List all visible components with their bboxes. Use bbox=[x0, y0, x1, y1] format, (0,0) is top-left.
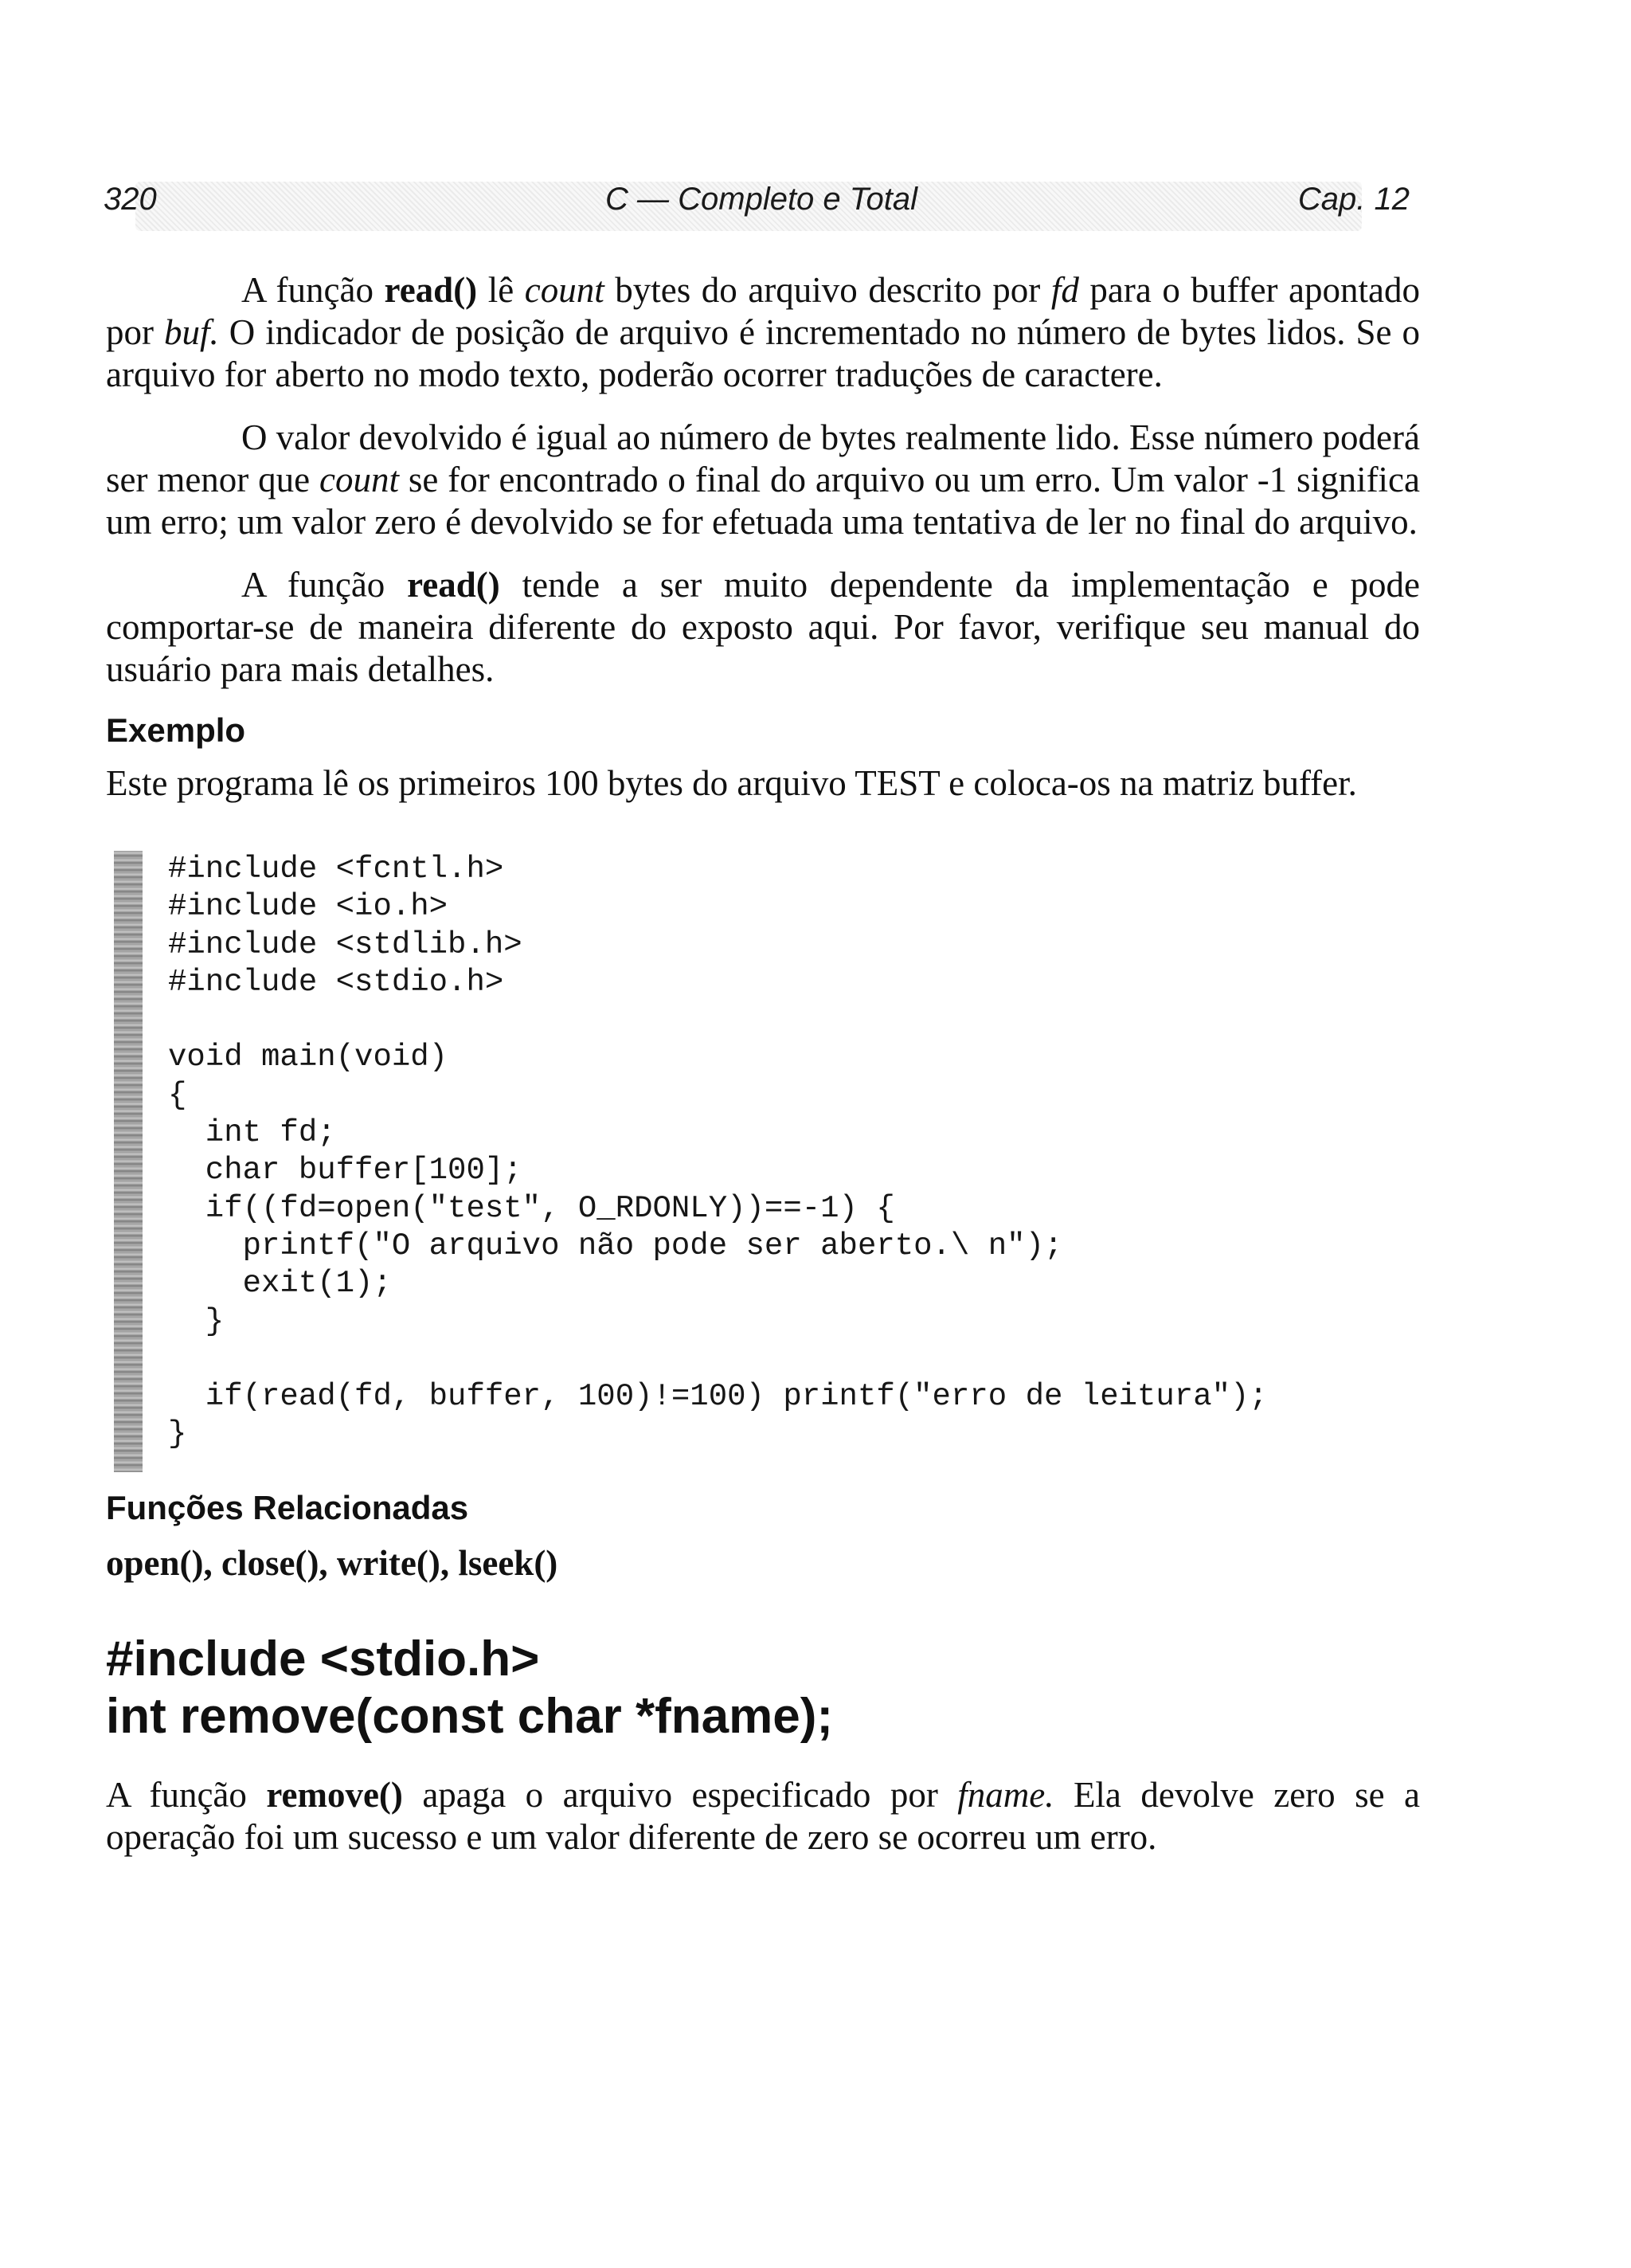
paragraph-implementation-note bbox=[106, 564, 1420, 691]
paragraph-read-description bbox=[106, 269, 1420, 396]
text-run: apaga o arquivo especificado por bbox=[402, 1774, 958, 1815]
code-margin-bar bbox=[114, 851, 143, 1472]
text-run: A função bbox=[241, 565, 408, 605]
text-run: lê bbox=[477, 270, 525, 310]
function-name-read: read() bbox=[384, 270, 478, 310]
text-run: para o buffer apontado por bbox=[106, 270, 1421, 352]
param-buf: buf. bbox=[163, 312, 219, 352]
function-name-read: read() bbox=[407, 565, 500, 605]
paragraph-return-value bbox=[106, 417, 1420, 543]
text-run: A função bbox=[241, 270, 385, 310]
page-body bbox=[106, 269, 1420, 1859]
prototype-include-line: #include <stdio.h> bbox=[106, 1631, 540, 1686]
related-functions-list: open(), close(), write(), lseek() bbox=[106, 1542, 558, 1583]
param-count: count bbox=[524, 270, 604, 310]
text-run: se for encontrado o final do arquivo ou um erro. Um valor -1 significa um erro; um valor zero é devolvido se for efetuada uma tentativa de ler no final do arquivo. bbox=[106, 460, 1421, 542]
text-run: A função bbox=[106, 1774, 267, 1815]
book-title: C — Completo e Total bbox=[605, 182, 918, 217]
text-run: O valor devolvido é igual ao número de bytes realmente lido. Esse número poderá ser menor que bbox=[106, 417, 1420, 499]
text-run: bytes do arquivo descrito por bbox=[604, 270, 1051, 310]
param-fd: fd bbox=[1050, 270, 1079, 310]
text-run: O indicador de posição de arquivo é incrementado no número de bytes lidos. Se o arquivo for aberto no modo texto, poderão ocorrer traduções de caractere. bbox=[106, 312, 1420, 394]
example-description: Este programa lê os primeiros 100 bytes do arquivo TEST e coloca-os na matriz buffer. bbox=[106, 763, 1357, 803]
text-run: Ela devolve zero se a operação foi um sucesso e um valor diferente de zero se ocorreu um erro. bbox=[106, 1774, 1420, 1857]
code-listing: #include <fcntl.h> #include <io.h> #include <stdlib.h> #include <stdio.h> void main(void) { int fd; char buffer[100]; if((fd=open("test", O_RDONLY))==-1) { printf("O arquivo não pode ser aberto.\ n"); exit(1); } if(read(fd, buffer, 100)!=100) printf("erro de leitura"); } bbox=[168, 852, 1268, 1452]
function-prototype bbox=[106, 1631, 1420, 1745]
function-name-remove: remove() bbox=[266, 1774, 403, 1815]
chapter-label: Cap. 12 bbox=[1297, 182, 1410, 217]
example-heading: Exemplo bbox=[106, 711, 246, 749]
paragraph-remove-description bbox=[106, 1774, 1420, 1859]
param-fname: fname. bbox=[957, 1774, 1054, 1815]
prototype-signature-line: int remove(const char *fname); bbox=[106, 1688, 833, 1744]
running-header bbox=[104, 167, 1410, 239]
page-number: 320 bbox=[104, 182, 157, 217]
text-run: tende a ser muito dependente da implementação e pode comportar-se de maneira diferente do exposto aqui. Por favor, verifique seu manual do usuário para mais detalhes. bbox=[106, 565, 1420, 689]
code-example bbox=[106, 851, 1420, 1454]
param-count: count bbox=[319, 460, 399, 499]
related-functions-heading: Funções Relacionadas bbox=[106, 1488, 469, 1526]
